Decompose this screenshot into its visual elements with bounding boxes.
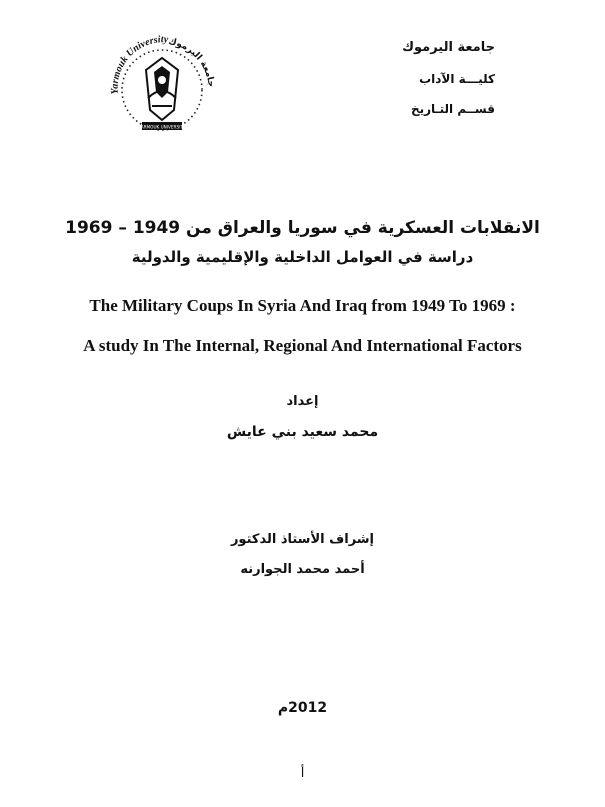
svg-text:جامعة اليرموك [167, 37, 215, 88]
author-name: محمد سعيد بني عايش [226, 424, 379, 440]
logo-ring-text: Yarmouk University [109, 34, 169, 95]
title-english-line1: The Military Coups In Syria And Iraq from 1949 To 1969 : [89, 296, 516, 315]
university-name: جامعة اليرموك [402, 40, 495, 55]
supervisor-name: أحمد محمد الجوارنه [240, 562, 365, 577]
department-name: قســم التـاريخ [410, 102, 495, 116]
title-arabic-line2: دراسة في العوامل الداخلية والإقليمية والدولية [131, 248, 474, 266]
faculty-name: كليـــة الآداب [419, 72, 495, 86]
title-english-line2: A study In The Internal, Regional And International Factors [83, 336, 522, 355]
year: 2012م [277, 700, 328, 716]
prepared-by-label: إعداد [286, 394, 319, 409]
logo-banner-text: YARMOUK UNIVERSITY [138, 124, 186, 130]
supervision-label: إشراف الأستاذ الدكتور [230, 532, 375, 547]
page-number: أ [300, 766, 305, 781]
university-logo [104, 28, 220, 148]
title-arabic-line1: الانقلابات العسكرية في سوريا والعراق من 1949 – 1969 [65, 218, 540, 238]
logo-ring-arabic-text: جامعة اليرموك [167, 36, 216, 88]
